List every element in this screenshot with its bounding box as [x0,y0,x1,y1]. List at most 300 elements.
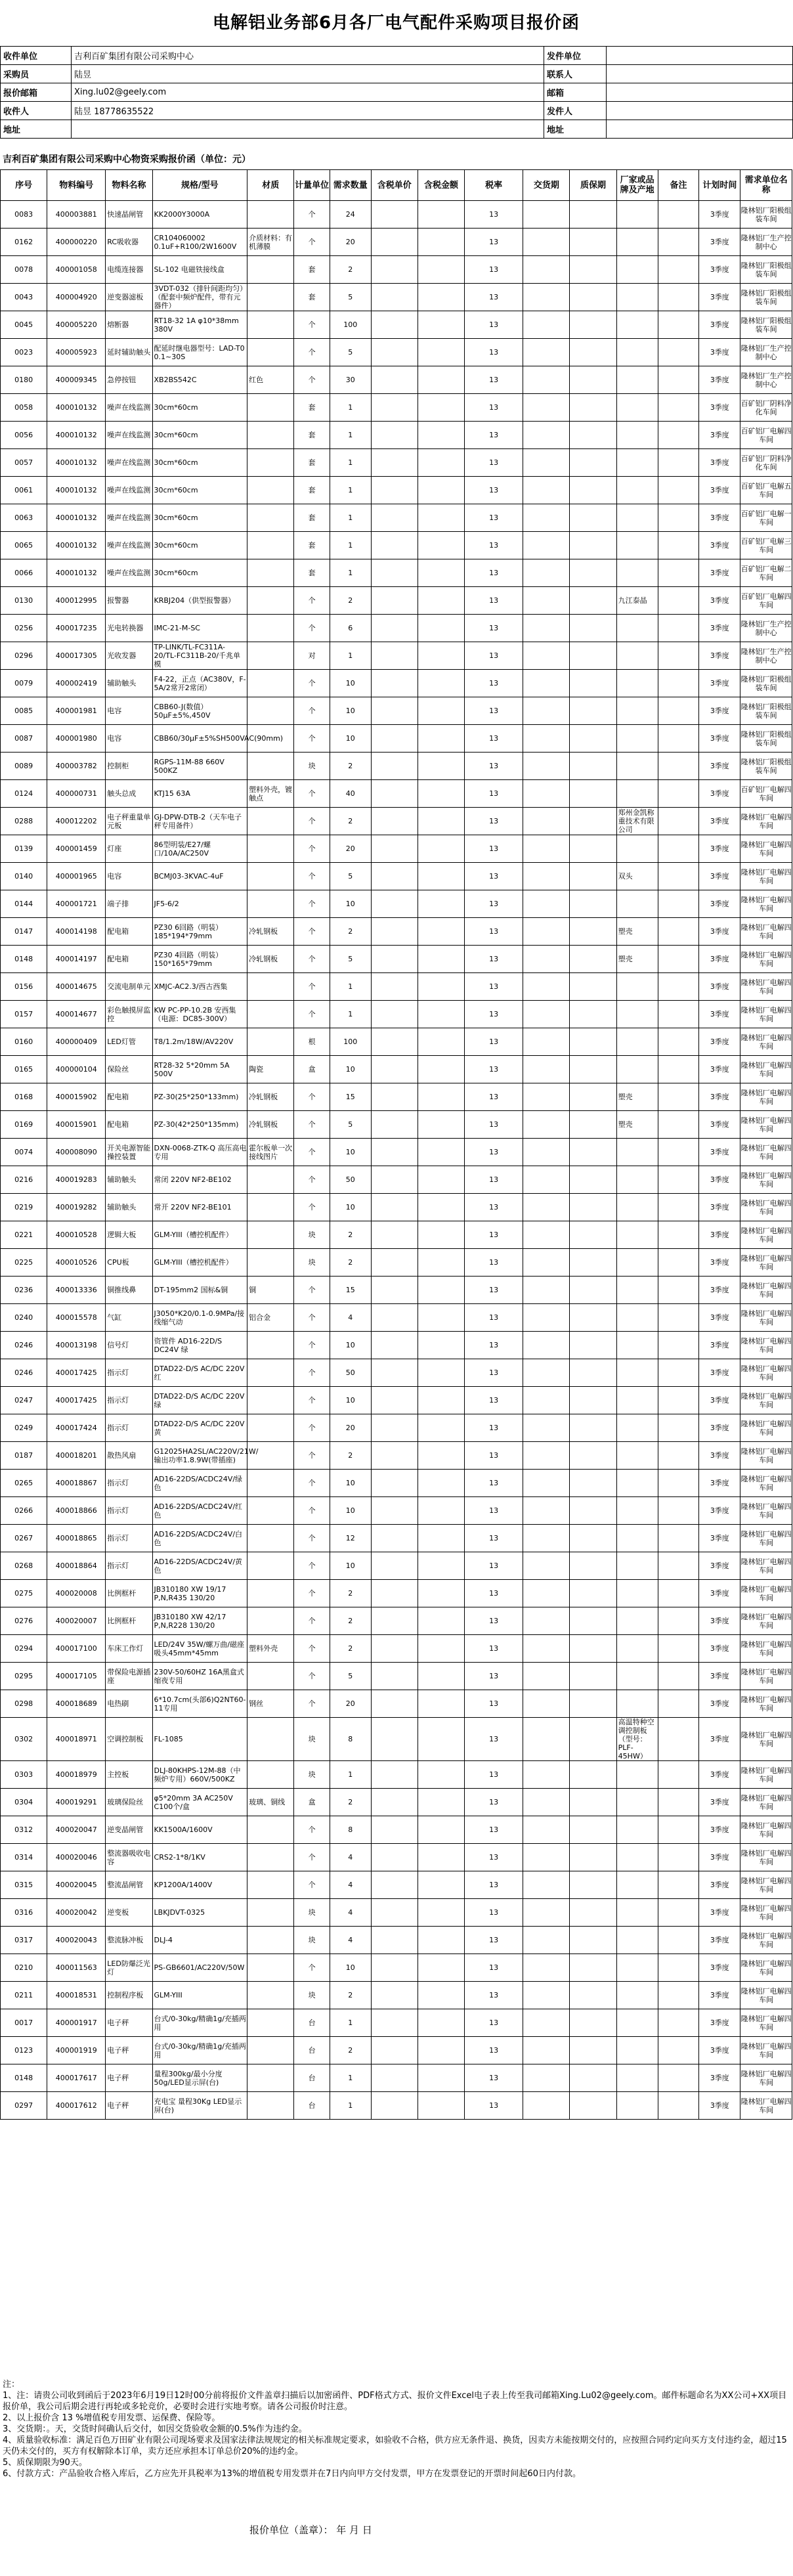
table-cell [658,1899,699,1927]
header-value [72,120,544,139]
table-row [1,1277,792,1304]
notes-section [3,2379,787,2479]
table-cell: 隆林铝厂电解四车间 [740,1954,792,1982]
table-cell: TP-LINK/TL-FC311A-20/TL-FC311B-20/千兆单模 [152,642,247,670]
table-cell: 0297 [1,2092,47,2120]
table-cell: 常开 220V NF2-BE101 [152,1194,247,1221]
table-cell: 13 [465,1871,523,1899]
table-cell [616,366,658,394]
table-cell: 20 [330,835,371,863]
table-cell: 散热风扇 [106,1442,152,1470]
table-cell [616,1844,658,1871]
table-cell [418,1761,464,1789]
table-row [1,1028,792,1056]
table-cell: 冷轧钢板 [247,1111,294,1139]
table-cell: 400011563 [47,1954,106,1982]
table-cell [523,1387,570,1414]
table-row [1,532,792,559]
table-cell [247,697,294,725]
table-cell: 13 [465,559,523,587]
table-cell: 3季度 [699,1359,740,1387]
table-cell [570,366,616,394]
table-cell [658,284,699,311]
table-cell [523,504,570,532]
table-cell [570,1277,616,1304]
table-cell: 套 [294,477,330,504]
table-cell: 隆林铝厂电解四车间 [740,1221,792,1249]
table-cell: 400001980 [47,725,106,753]
table-cell [371,1387,418,1414]
table-cell [418,1194,464,1221]
table-cell [570,1221,616,1249]
table-cell: 10 [330,890,371,918]
table-cell: 快速晶闸管 [106,201,152,229]
table-cell [658,1304,699,1332]
table-cell [418,1111,464,1139]
table-cell: 3季度 [699,2092,740,2120]
table-cell: 盒 [294,1789,330,1816]
table-cell [418,339,464,366]
table-cell: 控制柜 [106,753,152,780]
table-cell [658,1497,699,1525]
table-cell: 个 [294,1470,330,1497]
table-cell [570,1690,616,1718]
table-cell: 400020043 [47,1927,106,1954]
table-cell: RC吸收器 [106,229,152,256]
table-cell [658,835,699,863]
table-cell: 3季度 [699,780,740,808]
table-cell [418,587,464,615]
table-cell [371,229,418,256]
table-cell [616,642,658,670]
table-cell [418,1028,464,1056]
table-cell: 0225 [1,1249,47,1277]
table-cell: 13 [465,229,523,256]
table-cell [247,477,294,504]
table-cell [371,256,418,284]
table-cell [418,1927,464,1954]
table-cell: 百矿铝厂电解四车间 [740,422,792,449]
table-cell: 块 [294,753,330,780]
table-row [1,1359,792,1387]
table-cell [658,504,699,532]
table-cell: PZ30 4回路（明装）150*165*79mm [152,946,247,973]
table-cell: 郑州金凯称重技术有限公司 [616,808,658,835]
note-line: 4、质量验收标准：满足百色万田矿业有限公司现场要求及国家法律法规规定的相关标准规定要求，如验收不合格，供方应无条件退、换货，因卖方未能按期交付的，应按照合同约定向买方支付违约金，超过15天仍未交付的，买方有权解除本订单，卖方还应承担本订单总价20%的违约金。 [3,2435,787,2456]
table-cell: 2 [330,1249,371,1277]
table-cell [570,1332,616,1359]
table-cell: 触头总成 [106,780,152,808]
table-cell [658,1580,699,1607]
table-cell: 0078 [1,256,47,284]
table-cell: 3季度 [699,1982,740,2009]
table-cell: 块 [294,1221,330,1249]
table-cell: KTJ15 63A [152,780,247,808]
table-cell [570,1083,616,1111]
table-cell [616,1525,658,1552]
table-cell [523,697,570,725]
table-cell: 配延时继电器型号：LAD-T0 0.1~30S [152,339,247,366]
table-cell: 个 [294,725,330,753]
table-cell [523,1899,570,1927]
table-cell: 指示灯 [106,1414,152,1442]
header-label: 地址 [1,120,72,139]
table-row [1,1387,792,1414]
header-label: 联系人 [544,65,607,83]
table-cell: 13 [465,256,523,284]
table-cell: 百矿铝厂电解二车间 [740,559,792,587]
table-cell [371,1001,418,1028]
table-cell [658,1001,699,1028]
table-cell [616,1816,658,1844]
table-cell: 13 [465,863,523,890]
table-cell: 3季度 [699,642,740,670]
table-cell [616,1166,658,1194]
table-cell: 套 [294,256,330,284]
table-cell: 隆林铝厂生产控制中心 [740,615,792,642]
table-cell: 400010528 [47,1221,106,1249]
table-cell [523,394,570,422]
table-cell: 0074 [1,1139,47,1166]
table-cell [418,1525,464,1552]
table-cell [616,284,658,311]
table-cell: 隆林铝厂电解四车间 [740,1789,792,1816]
table-cell: 0317 [1,1927,47,1954]
header-value: Xing.lu02@geely.com [72,83,544,102]
table-cell [418,835,464,863]
table-cell: 0160 [1,1028,47,1056]
table-cell [418,890,464,918]
table-cell [247,890,294,918]
table-row [1,1871,792,1899]
table-cell: 隆林铝厂生产控制中心 [740,366,792,394]
table-cell [570,1607,616,1635]
table-cell [570,808,616,835]
table-cell [523,339,570,366]
table-cell: 13 [465,1635,523,1663]
table-cell [371,1690,418,1718]
table-cell [418,2064,464,2092]
table-cell [247,1816,294,1844]
table-cell: 13 [465,1083,523,1111]
table-cell: 指示灯 [106,1525,152,1552]
table-cell: 辅助触头 [106,670,152,697]
table-cell: 隆林铝厂电解四车间 [740,1277,792,1304]
table-cell: 个 [294,1871,330,1899]
table-cell [371,1497,418,1525]
table-cell: 隆林铝厂电解四车间 [740,973,792,1001]
table-cell: 隆林铝厂阳极组装车间 [740,697,792,725]
table-cell: 3季度 [699,1414,740,1442]
table-cell: 3季度 [699,670,740,697]
table-cell: 隆林铝厂电解四车间 [740,946,792,973]
table-cell [658,1414,699,1442]
table-cell: 3季度 [699,946,740,973]
table-cell [418,1304,464,1332]
table-cell: 噪声在线监测 [106,422,152,449]
table-cell: 隆林铝厂阳极组装车间 [740,311,792,339]
table-cell [658,1139,699,1166]
table-cell [658,339,699,366]
table-cell: 台式/0-30kg/精确1g/充插两用 [152,2009,247,2037]
table-cell [418,642,464,670]
table-cell: 隆林铝厂电解四车间 [740,1111,792,1139]
table-cell [247,642,294,670]
table-cell: 400010132 [47,422,106,449]
table-cell [418,1663,464,1690]
table-cell: 3季度 [699,808,740,835]
table-cell: 13 [465,1718,523,1761]
table-cell: 0017 [1,2009,47,2037]
table-cell: 块 [294,1718,330,1761]
table-cell [570,477,616,504]
table-cell: 400017105 [47,1663,106,1690]
table-cell: 1 [330,394,371,422]
table-cell [570,1927,616,1954]
table-cell: 个 [294,1442,330,1470]
table-cell [523,1304,570,1332]
table-cell: 3季度 [699,1552,740,1580]
table-cell: 个 [294,587,330,615]
table-cell [371,1221,418,1249]
table-cell [523,1982,570,2009]
table-cell [523,1166,570,1194]
table-cell: 2 [330,808,371,835]
table-cell: 噪声在线监测 [106,449,152,477]
table-cell [418,753,464,780]
items-header-row [1,170,792,201]
table-cell: 8 [330,1718,371,1761]
column-header: 计划时间 [699,170,740,201]
table-cell [523,2064,570,2092]
table-cell: 个 [294,808,330,835]
table-cell [616,890,658,918]
table-cell: 隆林铝厂电解四车间 [740,1470,792,1497]
table-cell [658,780,699,808]
table-cell: 隆林铝厂生产控制中心 [740,339,792,366]
table-cell: LBKJDVT-0325 [152,1899,247,1927]
table-cell: 个 [294,1001,330,1028]
table-cell [371,615,418,642]
table-cell: 1 [330,449,371,477]
table-cell [371,2037,418,2064]
table-cell [616,1028,658,1056]
table-cell [658,1442,699,1470]
table-cell: 隆林铝厂电解四车间 [740,1635,792,1663]
table-cell: 12 [330,1525,371,1552]
table-cell: 双头 [616,863,658,890]
table-cell [418,946,464,973]
note-line: 2、以上报价含 13 %增值税专用发票、运保费、保险等。 [3,2413,221,2423]
table-cell: 8 [330,1816,371,1844]
table-cell: 3季度 [699,1761,740,1789]
table-cell: 开关电源智能操控装置 [106,1139,152,1166]
table-cell [418,697,464,725]
table-cell: CBB60-J(数值）50μF±5%,450V [152,697,247,725]
table-cell [371,311,418,339]
note-line: 1、注：请贵公司收到函后于2023年6月19日12时00分前将报价文件盖章扫描后以加密函件、PDF格式方式、报价文件Excel电子表上传至我司邮箱Xing.Lu02@geely.com。邮件标题命名为XX公司+XX项目报价单，我公司后期会进行再轮或多轮竞价，必要时会进行实地考察。请各公司报价时注意。 [3,2391,787,2412]
table-cell: 400020042 [47,1899,106,1927]
table-cell: 400018866 [47,1497,106,1525]
table-cell: 3季度 [699,918,740,946]
table-cell [247,201,294,229]
table-cell: 0058 [1,394,47,422]
table-cell: 隆林铝厂电解四车间 [740,1690,792,1718]
table-cell: 隆林铝厂电解四车间 [740,2037,792,2064]
table-cell: 个 [294,1663,330,1690]
table-cell: 13 [465,422,523,449]
table-cell [371,946,418,973]
table-cell [418,1816,464,1844]
table-cell [247,1470,294,1497]
table-cell [523,2092,570,2120]
table-cell: 13 [465,890,523,918]
table-cell [523,670,570,697]
table-cell: KK2000Y3000A [152,201,247,229]
table-cell: 3季度 [699,1927,740,1954]
table-cell: 13 [465,615,523,642]
table-cell: 冷轧钢板 [247,918,294,946]
table-cell: 0168 [1,1083,47,1111]
table-cell: 400019282 [47,1194,106,1221]
table-cell [418,973,464,1001]
table-cell: 个 [294,1580,330,1607]
table-cell: 40 [330,780,371,808]
table-cell: 噪声在线监测 [106,559,152,587]
table-cell [371,1332,418,1359]
table-cell [616,1304,658,1332]
header-label: 收件单位 [1,47,72,65]
table-cell: 1 [330,504,371,532]
table-cell [371,1111,418,1139]
table-cell: 2 [330,1982,371,2009]
table-cell: 3季度 [699,394,740,422]
table-row [1,1607,792,1635]
table-cell [523,1001,570,1028]
table-cell: 指示灯 [106,1387,152,1414]
header-info-row [1,102,793,120]
table-cell: 400017305 [47,642,106,670]
table-cell [418,311,464,339]
table-cell [418,1083,464,1111]
table-cell: 3季度 [699,2037,740,2064]
table-cell [523,477,570,504]
table-cell: 台式/0-30kg/精确1g/充插两用 [152,2037,247,2064]
table-cell: 隆林铝厂电解四车间 [740,1761,792,1789]
table-cell: PZ30 6回路（明装）185*194*79mm [152,918,247,946]
table-cell: 400017612 [47,2092,106,2120]
table-cell: 辅助触头 [106,1166,152,1194]
table-cell: 个 [294,1690,330,1718]
table-cell [418,229,464,256]
table-cell: 10 [330,1056,371,1083]
table-cell [523,2037,570,2064]
table-cell: 电子秤 [106,2037,152,2064]
table-cell [371,1028,418,1056]
table-cell [616,1497,658,1525]
table-cell: 3季度 [699,753,740,780]
table-cell: 逻辑大板 [106,1221,152,1249]
table-cell: 400018979 [47,1761,106,1789]
table-cell: 400000731 [47,780,106,808]
table-cell: 3季度 [699,449,740,477]
table-cell [570,1111,616,1139]
table-cell [247,284,294,311]
table-cell [371,1552,418,1580]
header-value [607,83,793,102]
table-cell [616,835,658,863]
table-cell: 套 [294,394,330,422]
table-cell: 隆林铝厂电解四车间 [740,1028,792,1056]
table-cell [418,1277,464,1304]
table-row [1,1635,792,1663]
table-cell [523,1954,570,1982]
table-cell [658,973,699,1001]
table-cell: 隆林铝厂电解四车间 [740,2064,792,2092]
table-cell [658,532,699,559]
table-cell: 5 [330,284,371,311]
table-cell [418,1139,464,1166]
table-cell [523,2009,570,2037]
table-cell [247,256,294,284]
table-cell [247,615,294,642]
table-cell [523,1111,570,1139]
table-cell [523,615,570,642]
table-cell: 86型明装/E27/螺口/10A/AC250V [152,835,247,863]
table-cell [371,1139,418,1166]
table-cell: 3季度 [699,863,740,890]
table-cell: DLJ-4 [152,1927,247,1954]
table-cell [658,1663,699,1690]
table-cell [658,808,699,835]
table-cell: 隆林铝厂阳极组装车间 [740,284,792,311]
table-cell [570,1816,616,1844]
table-cell: 个 [294,1607,330,1635]
table-cell [616,1414,658,1442]
table-cell: 电容 [106,697,152,725]
table-cell [371,1194,418,1221]
header-info-table [0,46,793,139]
table-cell: 个 [294,863,330,890]
table-cell: 噪声在线监测 [106,394,152,422]
table-cell: 百矿铝厂电解四车间 [740,587,792,615]
table-cell: AD16-22DS/ACDC24V/红色 [152,1497,247,1525]
table-cell: 50 [330,1166,371,1194]
table-cell [247,2009,294,2037]
table-cell [658,1028,699,1056]
table-cell [371,449,418,477]
table-cell [371,394,418,422]
table-cell: 隆林铝厂电解四车间 [740,918,792,946]
table-cell [247,394,294,422]
table-cell [418,201,464,229]
table-cell: 0157 [1,1001,47,1028]
table-cell [570,780,616,808]
table-row [1,2092,792,2120]
table-row [1,559,792,587]
table-cell: 充电宝 量程30Kg LED显示屏(台) [152,2092,247,2120]
table-cell [523,1718,570,1761]
table-cell: 400001721 [47,890,106,918]
table-cell [247,1718,294,1761]
table-cell: PS-GB6601/AC220V/50W [152,1954,247,1982]
table-cell: 400010132 [47,532,106,559]
table-cell [523,973,570,1001]
table-row [1,753,792,780]
table-cell: 0267 [1,1525,47,1552]
table-cell: 配电箱 [106,1083,152,1111]
table-row [1,1690,792,1718]
